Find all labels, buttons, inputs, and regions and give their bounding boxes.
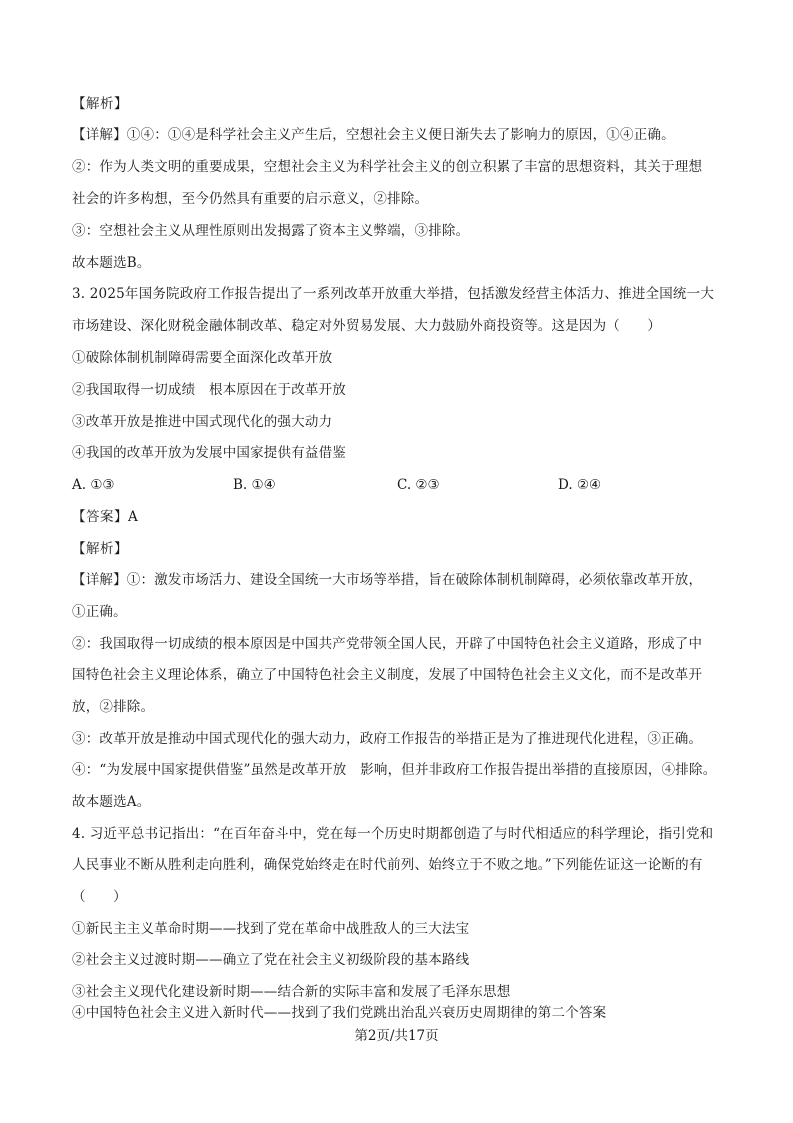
option-d: D. ②④	[558, 477, 602, 493]
question-3-statement: ①破除体制机制障碍需要全面深化改革开放	[72, 350, 333, 366]
question-4-stem: 人民事业不断从胜利走向胜利，确保党始终走在时代前列、始终立于不败之地。”下列能佐证这一论断的有	[72, 857, 703, 873]
option-a: A. ①③	[72, 477, 115, 493]
question-4-statement: ②社会主义过渡时期——确立了党在社会主义初级阶段的基本路线	[72, 952, 470, 968]
conclusion-line: 故本题选A。	[72, 794, 151, 810]
detail-paragraph: 【详解】①④：①④是科学社会主义产生后，空想社会主义便日渐失去了影响力的原因，①④正确。	[72, 127, 675, 143]
question-3-stem: 市场建设、深化财税金融体制改革、稳定对外贸易发展、大力鼓励外商投资等。这是因为（ ）	[72, 318, 662, 334]
analysis-label: 【解析】	[72, 541, 128, 557]
detail-paragraph: 【详解】①：激发市场活力、建设全国统一大市场等举措，旨在破除体制机制障碍，必须依靠改革开放，	[72, 572, 703, 588]
question-3-statement: ④我国的改革开放为发展中国家提供有益借鉴	[72, 445, 346, 461]
question-4-statement: ①新民主主义革命时期——找到了党在革命中战胜敌人的三大法宝	[72, 921, 470, 937]
detail-paragraph: ①正确。	[72, 604, 127, 620]
question-4-stem: （ ）	[72, 889, 127, 905]
option-b: B. ①④	[233, 477, 276, 493]
detail-paragraph: ④：“为发展中国家提供借鉴”虽然是改革开放 影响，但并非政府工作报告提出举措的直接原因，④排除。	[72, 762, 717, 778]
answer-label: 【答案】A	[72, 509, 139, 525]
detail-paragraph: ③：改革开放是推动中国式现代化的强大动力，政府工作报告的举措正是为了推进现代化进程，③正确。	[72, 731, 703, 747]
detail-paragraph: 国特色社会主义理论体系，确立了中国特色社会主义制度，发展了中国特色社会主义文化，而不是改革开	[72, 667, 703, 683]
option-c: C. ②③	[397, 477, 440, 493]
question-4-statement: ④中国特色社会主义进入新时代——找到了我们党跳出治乱兴衰历史周期律的第二个答案	[72, 1005, 607, 1021]
question-3-statement: ③改革开放是推进中国式现代化的强大动力	[72, 414, 333, 430]
detail-paragraph: ③：空想社会主义从理性原则出发揭露了资本主义弊端，③排除。	[72, 223, 470, 239]
question-4-stem: 4. 习近平总书记指出：“在百年奋斗中，党在每一个历史时期都创造了与时代相适应的科学理论，指引党和	[72, 826, 714, 842]
question-4-statement: ③社会主义现代化建设新时期——结合新的实际丰富和发展了毛泽东思想	[72, 984, 511, 1000]
detail-paragraph: ②：作为人类文明的重要成果，空想社会主义为科学社会主义的创立积累了丰富的思想资料，其关于理想	[72, 159, 703, 175]
conclusion-line: 故本题选B。	[72, 255, 151, 271]
question-3-stem: 3. 2025年国务院政府工作报告提出了一系列改革开放重大举措，包括激发经营主体活力、推进全国统一大	[72, 286, 715, 302]
question-3-statement: ②我国取得一切成绩 根本原因在于改革开放	[72, 382, 346, 398]
detail-paragraph: 社会的许多构想，至今仍然具有重要的启示意义，②排除。	[72, 191, 429, 207]
analysis-label: 【解析】	[72, 96, 128, 112]
page-number-footer: 第2页/共17页	[354, 1028, 439, 1044]
detail-paragraph: ②：我国取得一切成绩的根本原因是中国共产党带领全国人民，开辟了中国特色社会主义道路，形成了中	[72, 636, 703, 652]
detail-paragraph: 放，②排除。	[72, 699, 155, 715]
